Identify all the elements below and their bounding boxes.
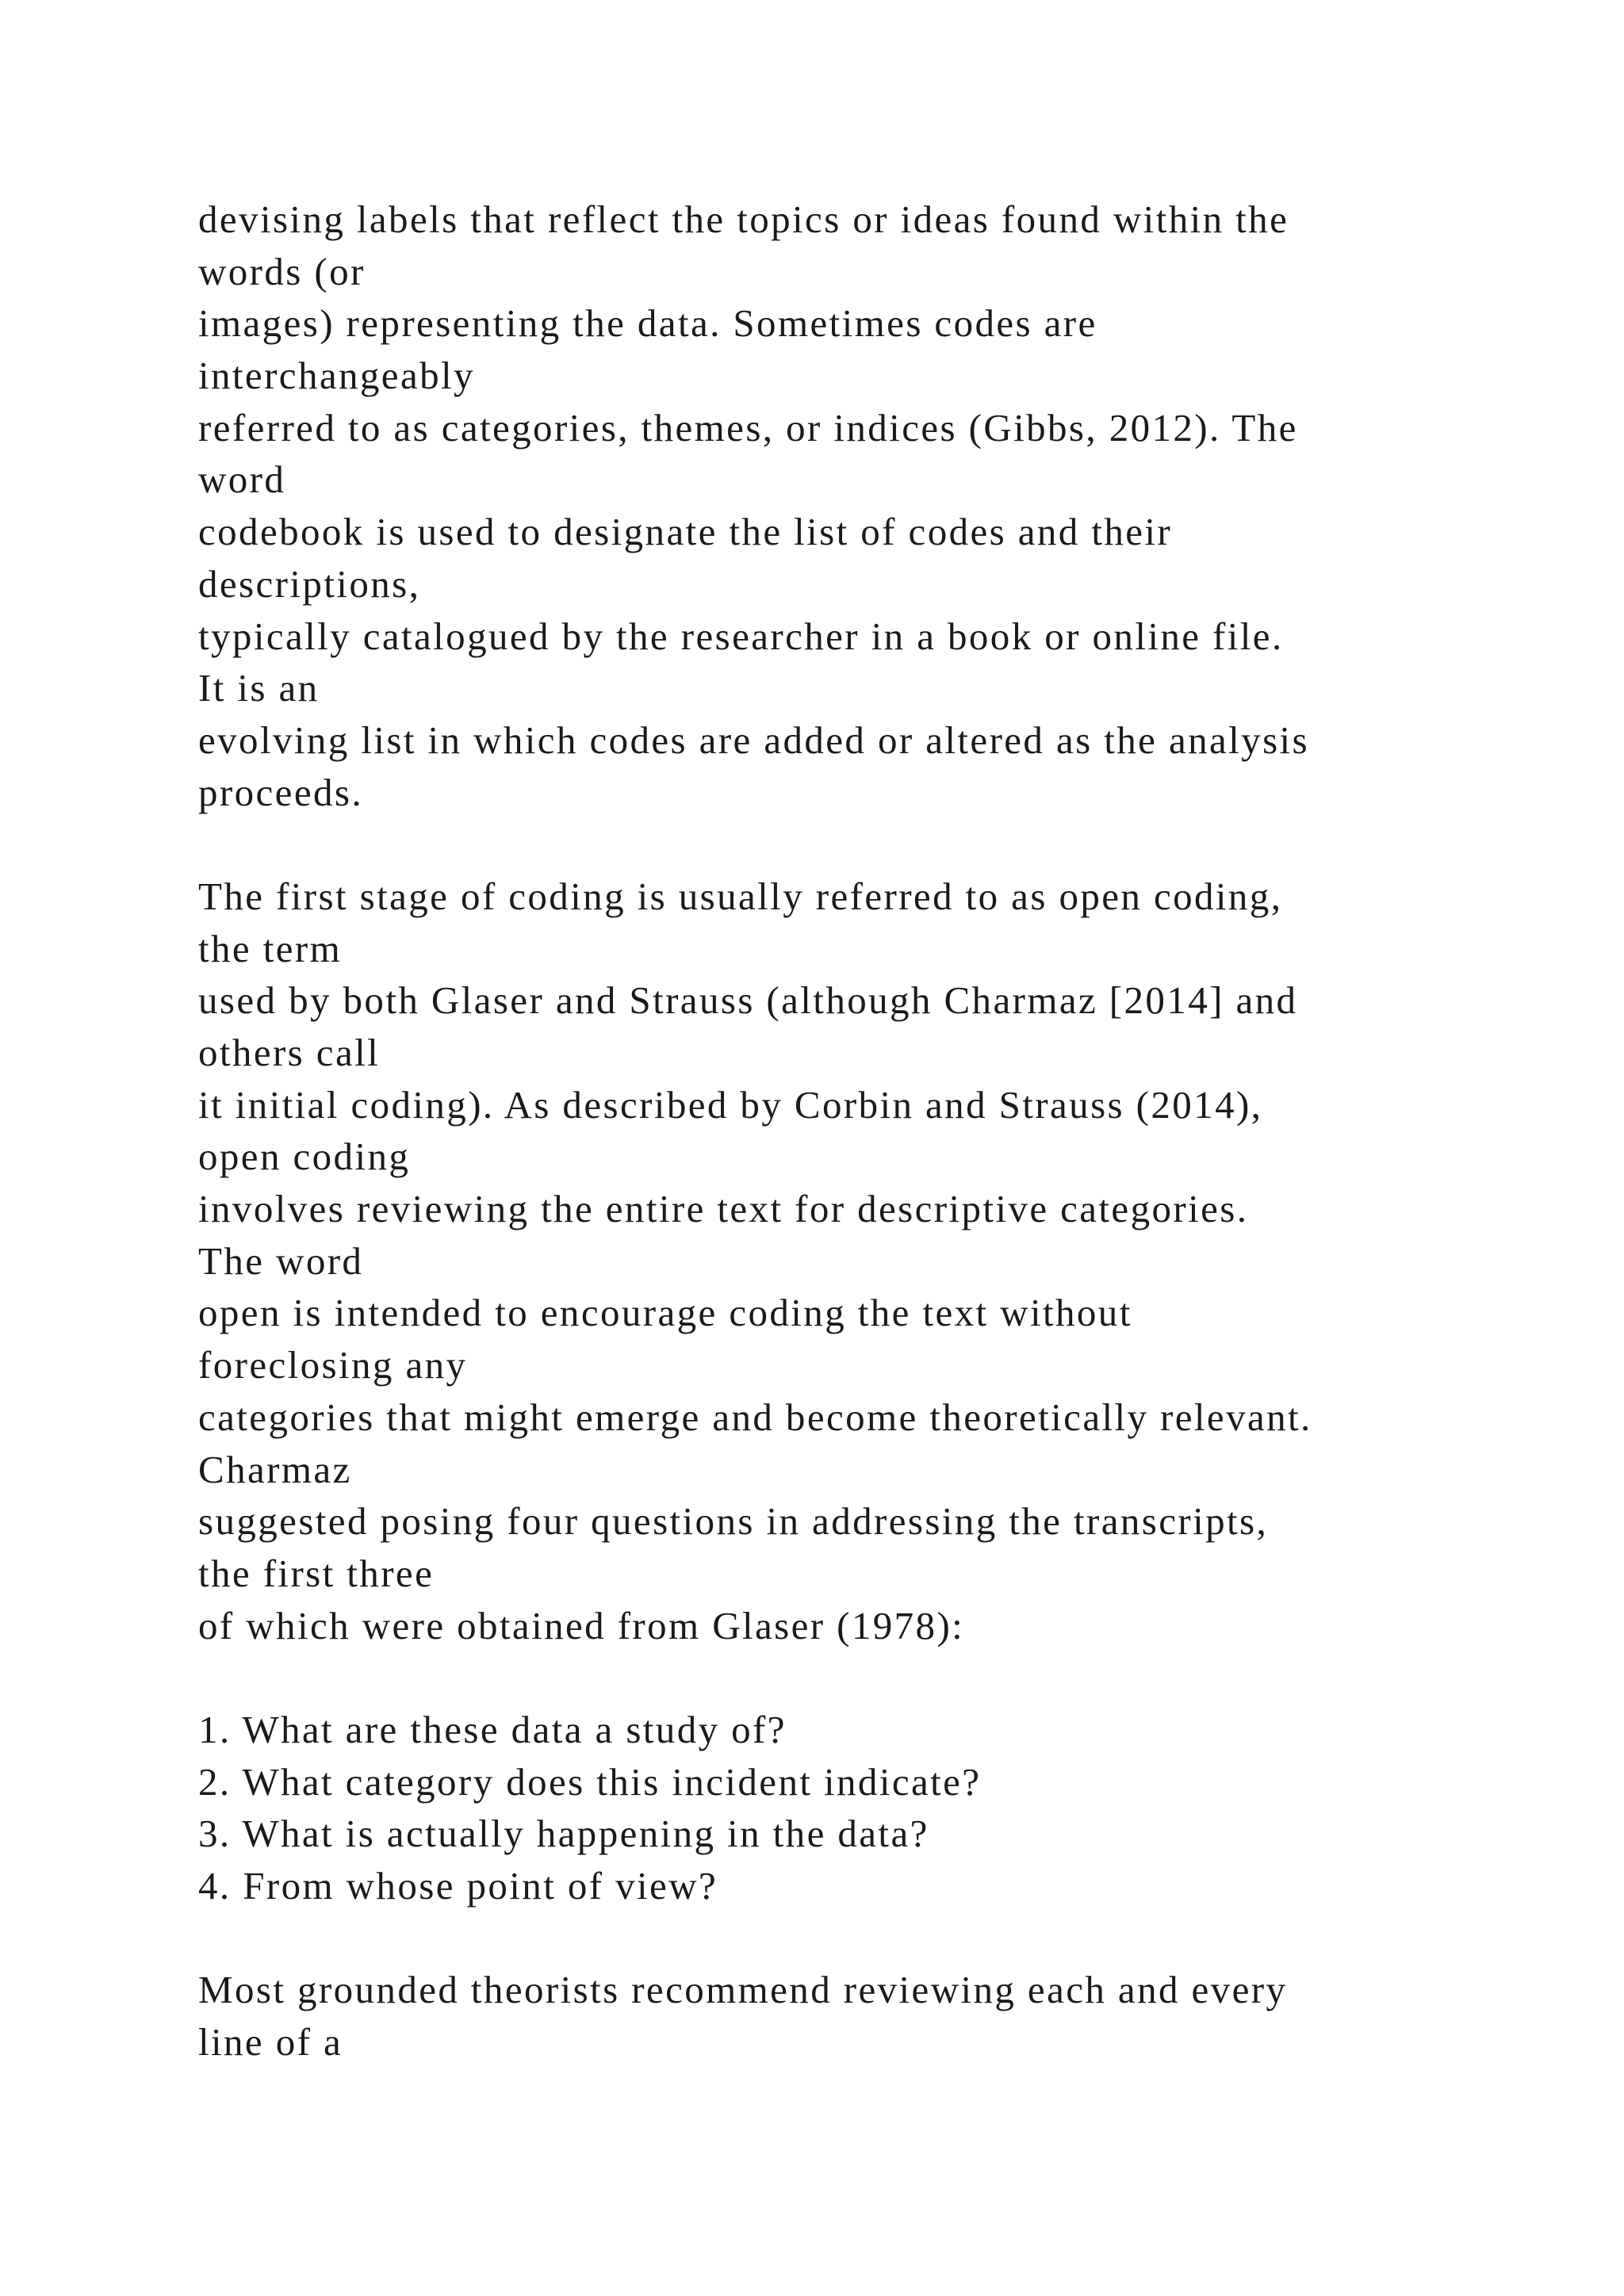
text-line: used by both Glaser and Strauss (although Charmaz [2014] and	[198, 978, 1298, 1023]
document-body	[198, 193, 1594, 2068]
text-line: referred to as categories, themes, or indices (Gibbs, 2012). The	[198, 405, 1298, 450]
text-line: typically catalogued by the researcher in a book or online file.	[198, 614, 1284, 658]
paragraph-spacer	[198, 1651, 1594, 1704]
text-line: line of a	[198, 2020, 343, 2064]
text-line: the term	[198, 926, 343, 970]
text-line: The word	[198, 1238, 364, 1283]
text-line: images) representing the data. Sometimes codes are	[198, 301, 1097, 346]
list-item: 3. What is actually happening in the data?	[198, 1812, 929, 1856]
paragraph-spacer	[198, 818, 1594, 871]
list-item: 4. From whose point of view?	[198, 1864, 718, 1908]
paragraph-spacer	[198, 1912, 1594, 1965]
paragraph-1	[198, 193, 1594, 818]
text-line: foreclosing any	[198, 1343, 468, 1387]
text-line: words (or	[198, 249, 366, 293]
list-item: 1. What are these data a study of?	[198, 1707, 787, 1751]
text-line: proceeds.	[198, 770, 363, 814]
numbered-question-list	[198, 1704, 1594, 1912]
text-line: Most grounded theorists recommend reviewing each and every	[198, 1968, 1288, 2012]
text-line: word	[198, 457, 286, 502]
text-line: others call	[198, 1031, 381, 1074]
text-line: open coding	[198, 1135, 411, 1179]
text-line: involves reviewing the entire text for descriptive categories.	[198, 1187, 1249, 1231]
paragraph-2	[198, 871, 1594, 1651]
text-line: devising labels that reflect the topics or ideas found within the	[198, 197, 1289, 241]
text-line: interchangeably	[198, 354, 475, 398]
text-line: descriptions,	[198, 561, 421, 606]
text-line: suggested posing four questions in addressing the transcripts,	[198, 1499, 1269, 1544]
text-line: open is intended to encourage coding the text without	[198, 1291, 1132, 1335]
text-line: the first three	[198, 1551, 435, 1595]
text-line: codebook is used to designate the list of codes and their	[198, 510, 1173, 554]
text-line: evolving list in which codes are added or altered as the analysis	[198, 718, 1310, 762]
text-line: It is an	[198, 666, 320, 710]
paragraph-3	[198, 1964, 1594, 2068]
text-line: it initial coding). As described by Corbin and Strauss (2014),	[198, 1082, 1263, 1127]
text-line: The first stage of coding is usually referred to as open coding,	[198, 874, 1283, 918]
text-line: of which were obtained from Glaser (1978):	[198, 1603, 965, 1647]
text-line: Charmaz	[198, 1447, 352, 1491]
list-item: 2. What category does this incident indicate?	[198, 1759, 982, 1804]
text-line: categories that might emerge and become theoretically relevant.	[198, 1395, 1312, 1439]
